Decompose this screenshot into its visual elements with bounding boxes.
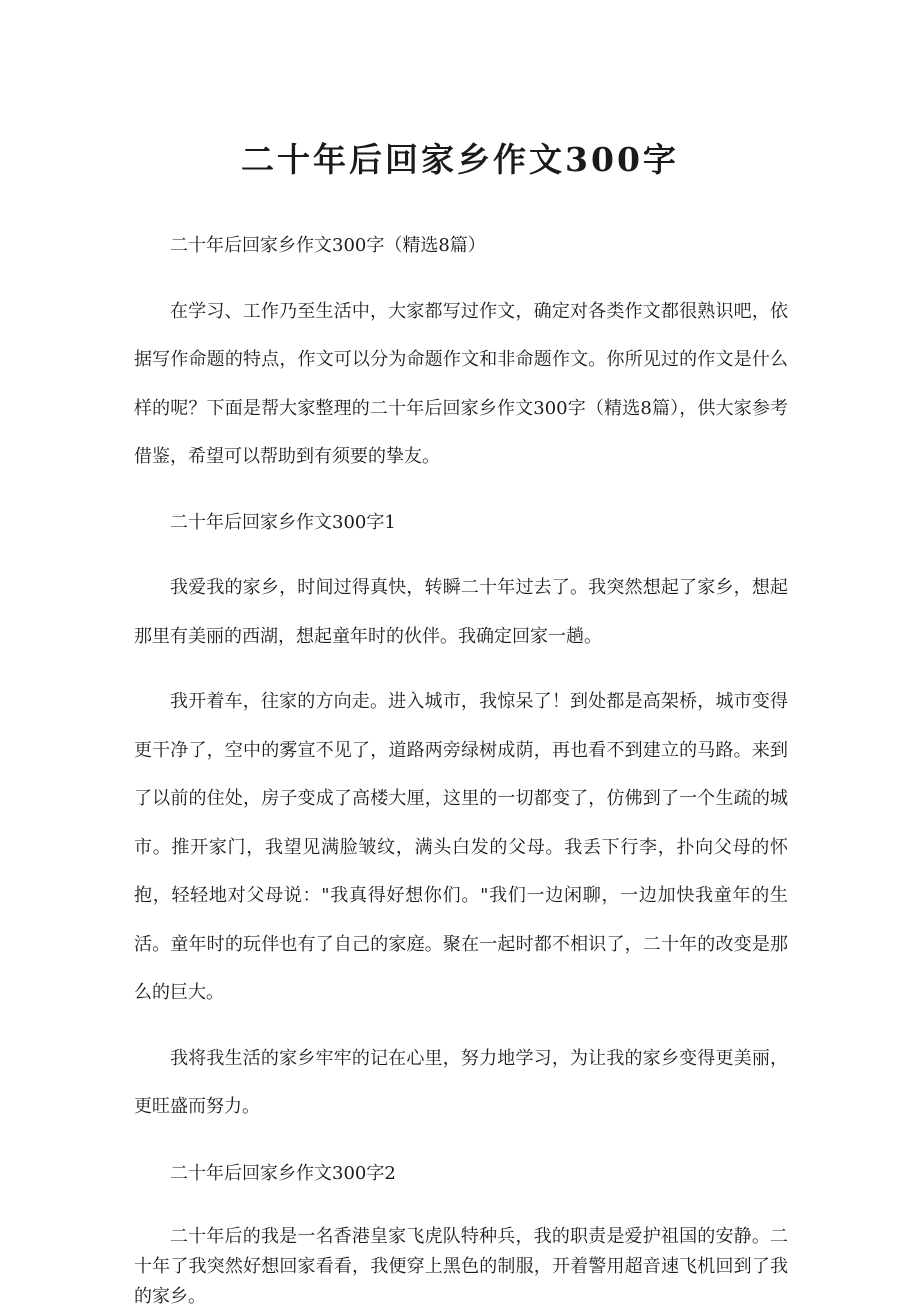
document-title: 二十年后回家乡作文300字 bbox=[241, 140, 679, 179]
section-paragraph: 我将我生活的家乡牢牢的记在心里，努力地学习，为让我的家乡变得更美丽，更旺盛而努力。 bbox=[134, 1047, 788, 1117]
intro-paragraph: 在学习、工作乃至生活中，大家都写过作文，确定对各类作文都很熟识吧，依据写作命题的特点，作文可以分为命题作文和非命题作文。你所见过的作文是什么样的呢？下面是帮大家整理的二十年后回家乡作文300字（精选8篇），供大家参考借鉴，希望可以帮助到有须要的挚友。 bbox=[134, 300, 788, 467]
document-subtitle: 二十年后回家乡作文300字（精选8篇） bbox=[170, 235, 486, 256]
document-body bbox=[134, 222, 788, 1312]
section-heading: 二十年后回家乡作文300字1 bbox=[170, 511, 396, 533]
section-paragraph: 二十年后的我是一名香港皇家飞虎队特种兵，我的职责是爱护祖国的安静。二十年了我突然好想回家看看，我便穿上黑色的制服，开着警用超音速飞机回到了我的家乡。 bbox=[134, 1226, 788, 1307]
section-paragraph: 我爱我的家乡，时间过得真快，转瞬二十年过去了。我突然想起了家乡，想起那里有美丽的西湖，想起童年时的伙伴。我确定回家一趟。 bbox=[134, 577, 788, 647]
section-heading: 二十年后回家乡作文300字2 bbox=[170, 1162, 396, 1184]
section-paragraph: 我开着车，往家的方向走。进入城市，我惊呆了！到处都是高架桥，城市变得更干净了，空中的雾宣不见了，道路两旁绿树成荫，再也看不到建立的马路。来到了以前的住处，房子变成了高楼大厘，这里的一切都变了，仿佛到了一个生疏的城市。推开家门，我望见满脸皱纹，满头白发的父母。我丢下行李，扑向父母的怀抱，轻轻地对父母说："我真得好想你们。"我们一边闲聊，一边加快我童年的生活。童年时的玩伴也有了自己的家庭。聚在一起时都不相识了，二十年的改变是那么的巨大。 bbox=[134, 691, 788, 1003]
